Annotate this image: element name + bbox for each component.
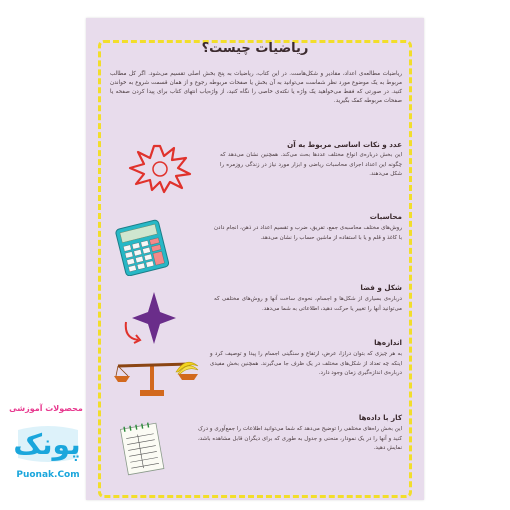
section-title-numbers: عدد و نکات اساسی مربوط به آن — [287, 140, 402, 149]
section-title-measurements: اندازه‌ها — [374, 338, 402, 347]
number-splash-icon — [124, 140, 196, 194]
section-body-numbers: این بخش درباره‌ی انواع مختلف عددها بحث می‌کند. همچنین نشان می‌دهد که چگونه این اعداد اجرای محاسبات ریاضی و ابزار مورد نیاز در زندگی روزمره را شکل می‌دهند. — [220, 152, 402, 177]
notepad-table-icon — [118, 420, 166, 476]
section-body-measurements: به هر چیزی که بتوان درازا، عرض، ارتفاع و سنگینی اجسام را پیدا و توصیف کرد و اینکه چه تعداد از شکل‌های مختلف در یک ظرف جا می‌گیرند. همچنین بخش مفیدی درباره‌ی اندازه‌گیری زمان وجود دارد. — [210, 351, 402, 376]
section-title-data: کار با داده‌ها — [358, 413, 402, 422]
intro-paragraph: ریاضیات مطالعه‌ی اعداد، مقادیر و شکل‌هاست. در این کتاب، ریاضیات به پنج بخش اصلی تقسیم می‌شود. اگر کل مطالب مربوط به یک موضوع مورد نظر شماست می‌توانید به آن بخش یا صفحات مربوطه رجوع و از همان قسمت شروع به خواندن کنید. در صورتی که فقط می‌خواهید یک واژه یا نکته‌ی خاصی را نگاه کنید، از واژه‌یاب انتهای کتاب برای پیدا کردن صفحه یا صفحات مربوطه کمک بگیرید. — [110, 71, 402, 104]
watermark-url: Puonak.Com — [16, 470, 80, 480]
balance-scale-icon — [112, 352, 200, 402]
section-body-data: این بخش راه‌های مختلفی را توضیح می‌دهد که شما می‌توانید اطلاعات را جمع‌آوری و درک کنید و آنها را در یک نمودار، منحنی و جدول به طوری که برای دیگران قابل مشاهده باشد، نمایش دهید. — [198, 426, 402, 451]
brand-logo-icon — [8, 420, 86, 468]
section-body-shape: درباره‌ی بسیاری از شکل‌ها و اجسام، نحوه‌ی ساخت آنها و روش‌های مختلفی که می‌توانید آنها را تغییر یا حرکت دهید، اطلاعاتی به شما می‌دهد. — [214, 296, 402, 312]
star-shape-icon — [118, 288, 180, 348]
section-body-calculations: روش‌های مختلف محاسبه‌ی جمع، تفریق، ضرب و تقسیم اعداد در ذهن، انجام دادن با کاغذ و قلم و یا با استفاده از ماشین حساب را نشان می‌دهد. — [214, 225, 402, 241]
watermark-subtitle: محصولات آموزشی — [9, 404, 83, 413]
section-title-shape: شکل و فضا — [360, 283, 402, 292]
watermark-brand: پونک — [13, 428, 81, 461]
page-title: ریاضیات چیست؟ — [201, 41, 309, 56]
section-title-calculations: محاسبات — [369, 212, 402, 221]
calculator-icon — [114, 218, 170, 276]
